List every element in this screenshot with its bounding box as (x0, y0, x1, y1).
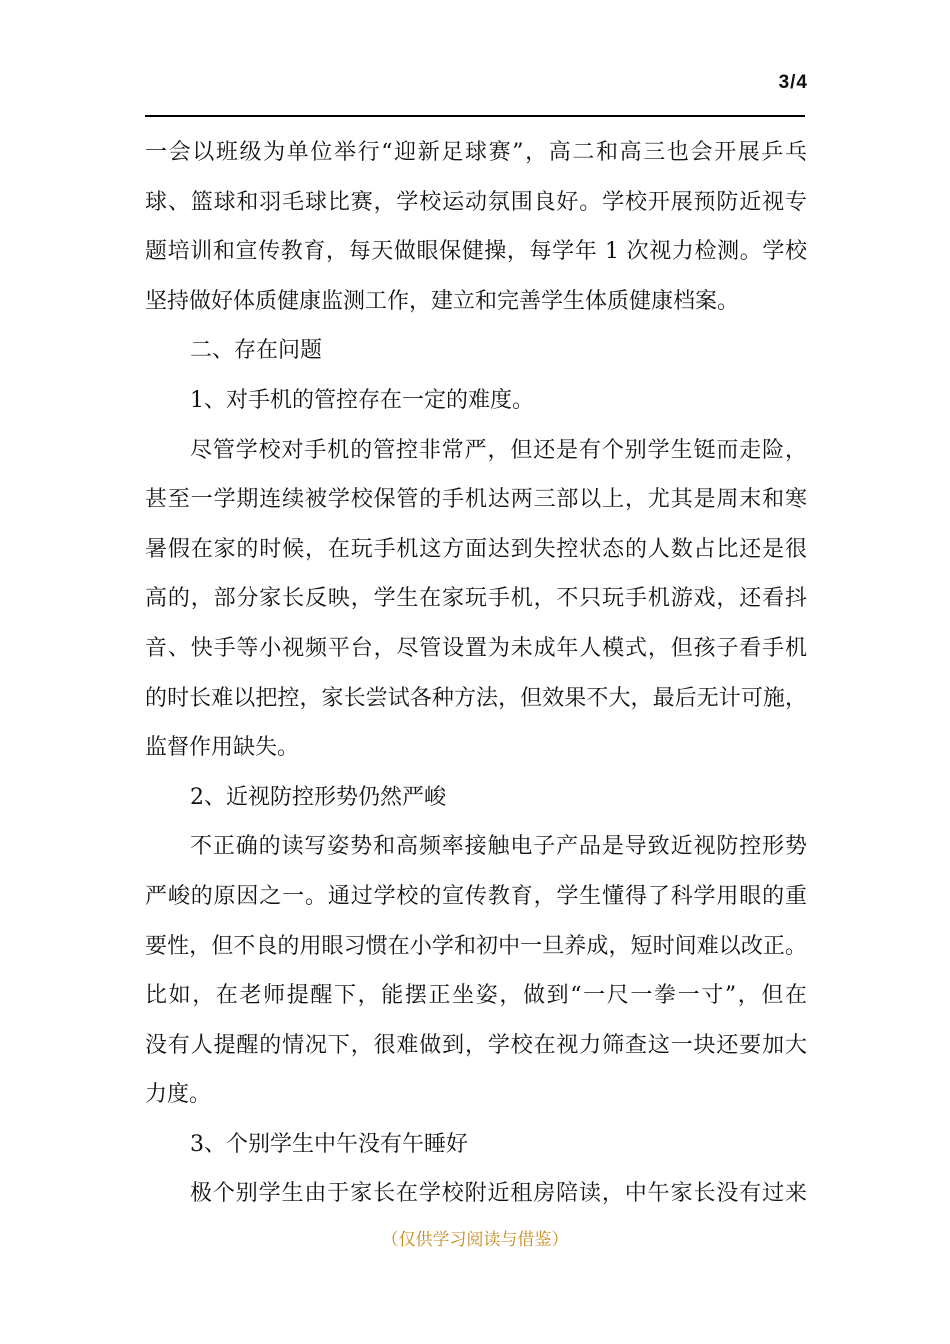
footer-note: （仅供学习阅读与借鉴） (381, 1230, 569, 1250)
text-line: 尽管学校对手机的管控非常严，但还是有个别学生铤而走险， (190, 437, 807, 463)
text-line: 球、篮球和羽毛球比赛，学校运动氛围良好。学校开展预防近视专 (145, 189, 807, 215)
text-line: 监督作用缺失。 (145, 735, 300, 761)
page-number: 3/4 (778, 72, 808, 93)
document-body (145, 128, 807, 1219)
text-line: 3、个别学生中午没有午睡好 (190, 1131, 468, 1157)
text-line: 甚至一学期连续被学校保管的手机达两三部以上，尤其是周末和寒 (145, 487, 807, 513)
text-line: 暑假在家的时候，在玩手机这方面达到失控状态的人数占比还是很 (145, 536, 807, 562)
text-line: 比如，在老师提醒下，能摆正坐姿，做到“一尺一拳一寸”，但在 (145, 983, 807, 1009)
text-line: 一会以班级为单位举行“迎新足球赛”，高二和高三也会开展乒乓 (145, 140, 807, 165)
text-line: 的时长难以把控，家长尝试各种方法，但效果不大，最后无计可施， (145, 685, 807, 711)
text-line: 没有人提醒的情况下，很难做到，学校在视力筛查这一块还要加大 (145, 1032, 807, 1058)
text-line: 不正确的读写姿势和高频率接触电子产品是导致近视防控形势 (190, 834, 807, 860)
text-line: 题培训和宣传教育，每天做眼保健操，每学年 1 次视力检测。学校 (145, 239, 807, 265)
header-divider (145, 115, 805, 117)
text-line: 二、存在问题 (190, 338, 323, 364)
text-line: 高的，部分家长反映，学生在家玩手机，不只玩手机游戏，还看抖 (145, 586, 807, 612)
text-line: 极个别学生由于家长在学校附近租房陪读，中午家长没有过来 (190, 1181, 807, 1207)
text-line: 音、快手等小视频平台，尽管设置为未成年人模式，但孩子看手机 (145, 635, 807, 661)
text-line: 要性，但不良的用眼习惯在小学和初中一旦养成，短时间难以改正。 (145, 933, 807, 959)
text-line: 1、对手机的管控存在一定的难度。 (190, 387, 534, 413)
text-line: 力度。 (145, 1082, 212, 1108)
text-line: 2、近视防控形势仍然严峻 (190, 784, 446, 810)
text-line: 严峻的原因之一。通过学校的宣传教育，学生懂得了科学用眼的重 (145, 883, 807, 909)
text-line: 坚持做好体质健康监测工作，建立和完善学生体质健康档案。 (145, 288, 740, 314)
